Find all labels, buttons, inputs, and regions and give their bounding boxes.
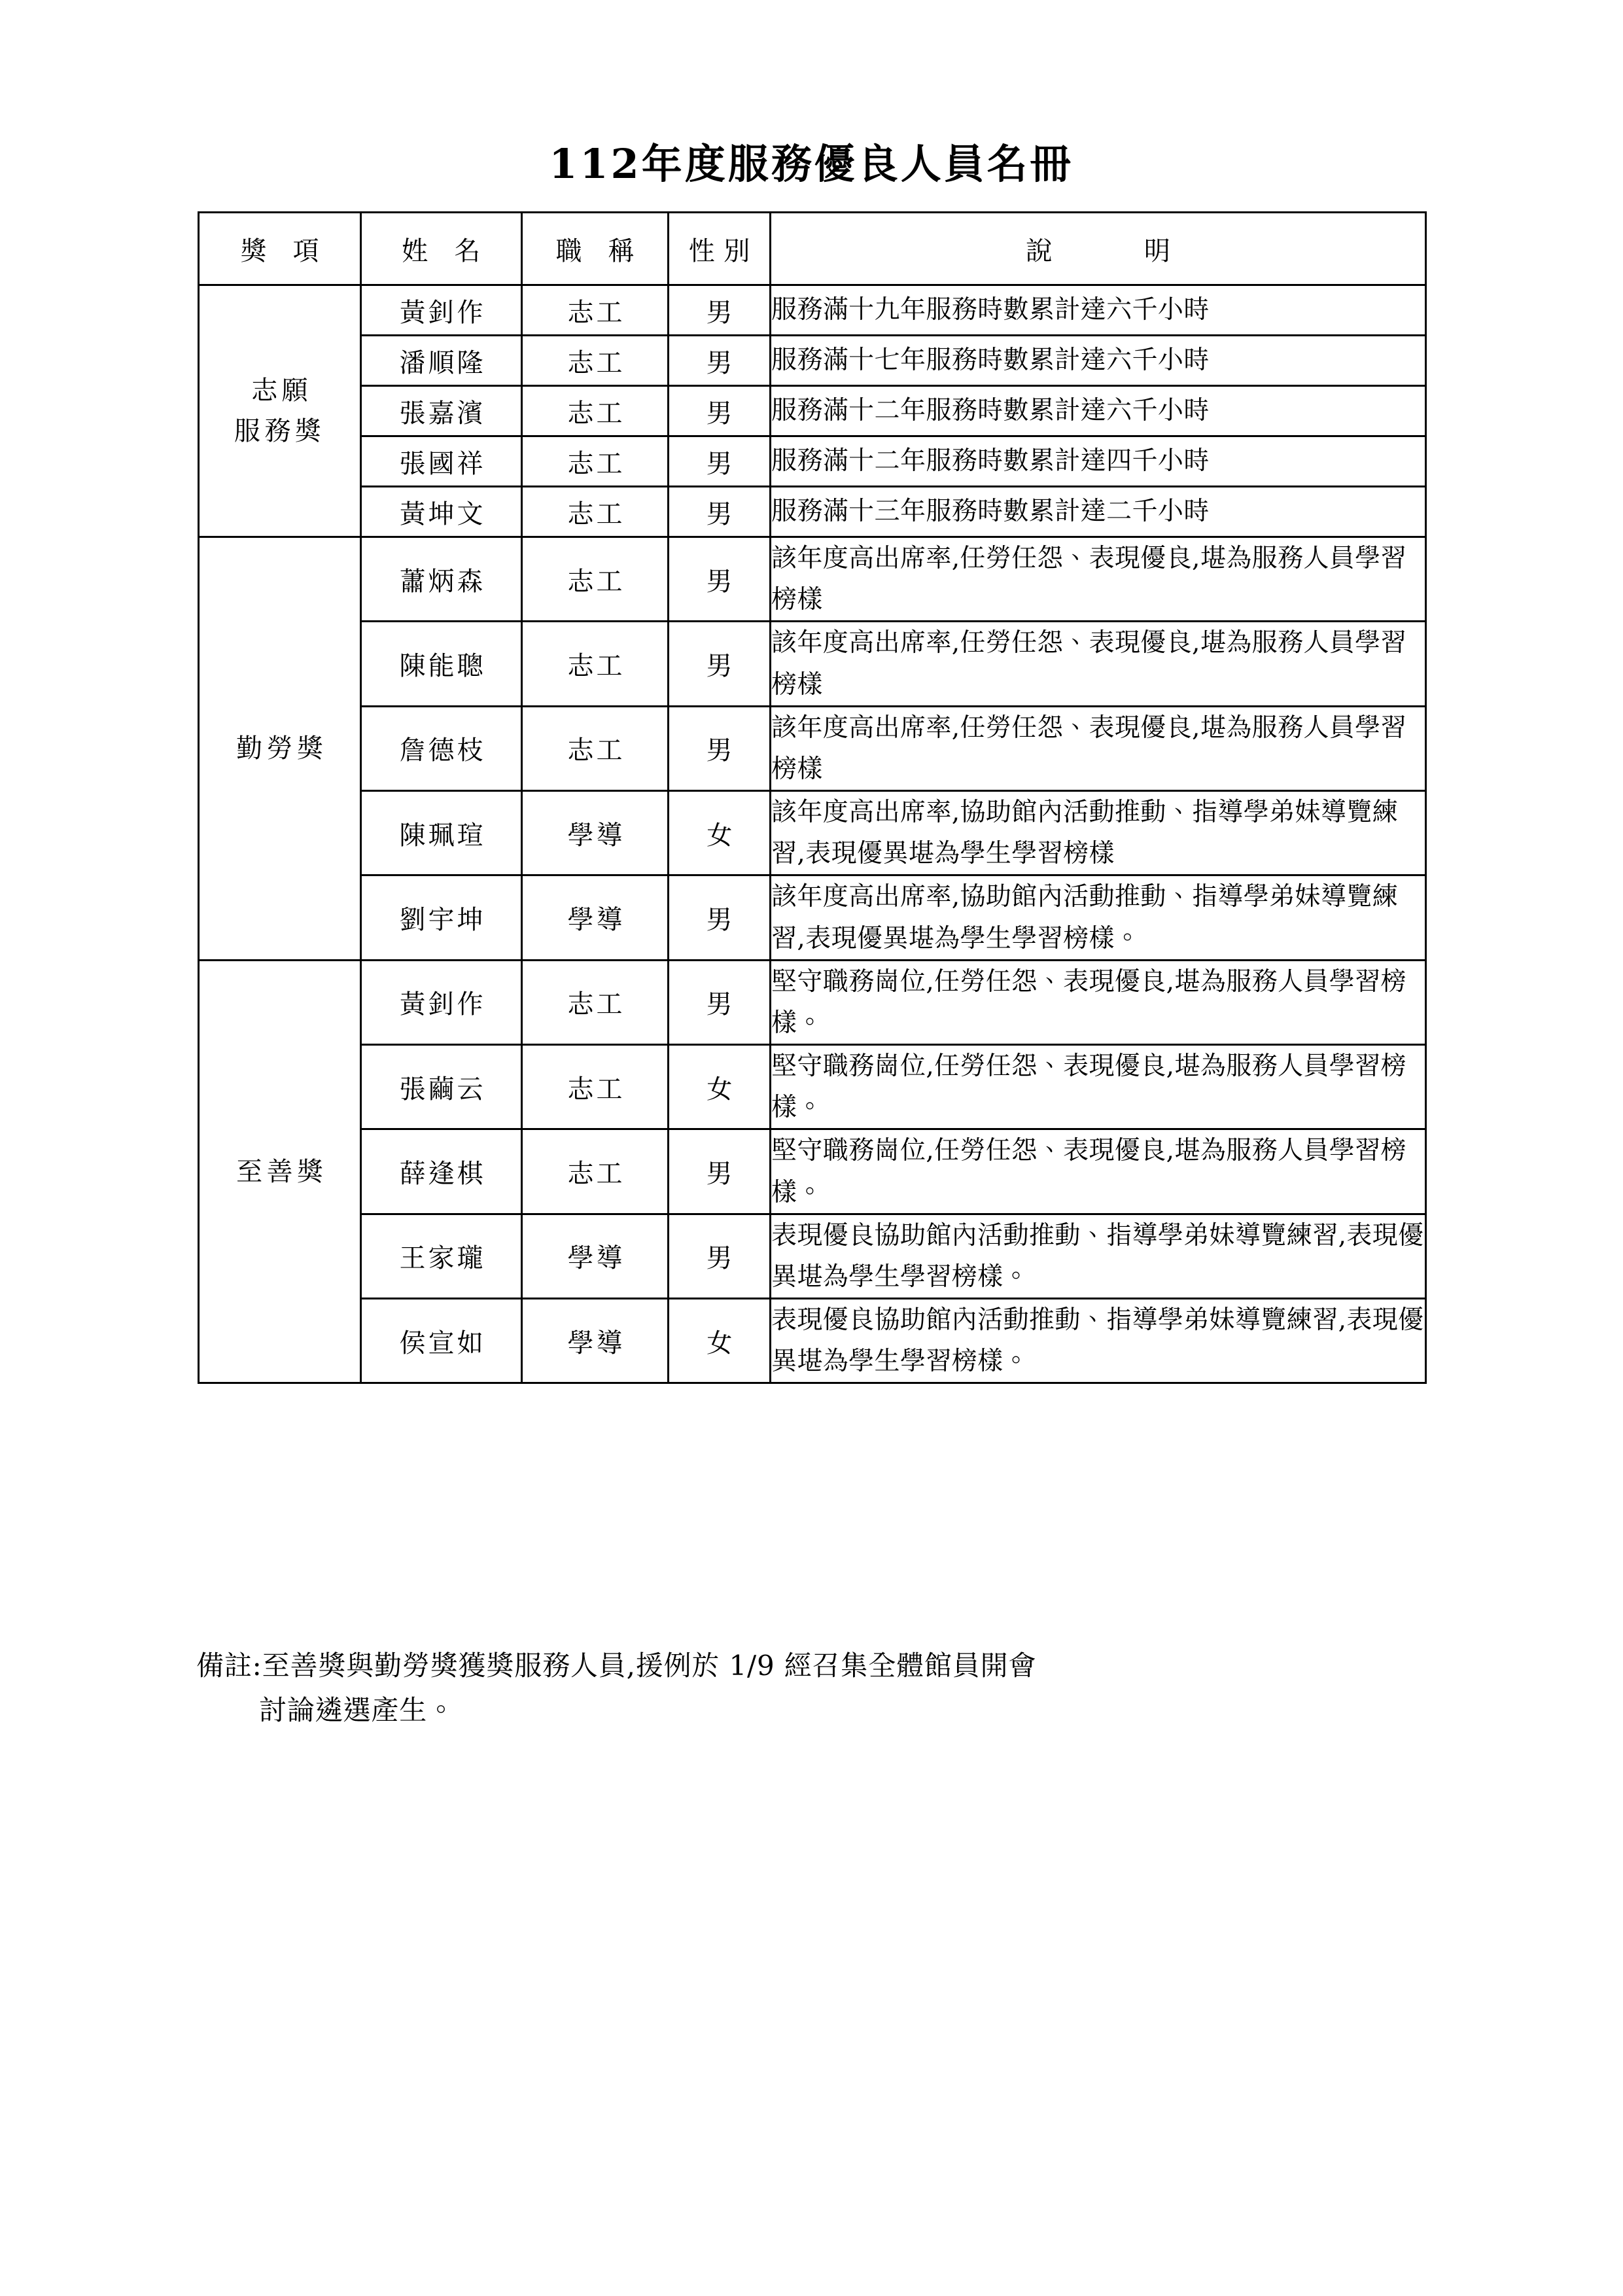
cell-gender: 男 (669, 285, 771, 336)
cell-gender: 男 (669, 487, 771, 537)
cell-job-title: 學導 (522, 1214, 669, 1298)
table-row (199, 1045, 1426, 1129)
cell-gender: 女 (669, 1045, 771, 1129)
table-row (199, 1214, 1426, 1298)
award-label-line2: 服務獎 (234, 416, 326, 446)
table-row (199, 1299, 1426, 1383)
cell-gender: 男 (669, 537, 771, 622)
cell-job-title: 志工 (522, 487, 669, 537)
cell-description: 服務滿十九年服務時數累計達六千小時 (771, 285, 1426, 336)
cell-gender: 女 (669, 1299, 771, 1383)
cell-job-title: 學導 (522, 791, 669, 875)
table-body (199, 285, 1426, 1383)
table-row (199, 706, 1426, 790)
cell-description: 該年度高出席率,任勞任怨、表現優良,堪為服務人員學習榜樣 (771, 622, 1426, 706)
cell-job-title: 學導 (522, 1299, 669, 1383)
cell-description: 表現優良協助館內活動推動、指導學弟妹導覽練習,表現優異堪為學生學習榜樣。 (771, 1214, 1426, 1298)
header-award: 獎 項 (199, 213, 361, 285)
cell-gender: 男 (669, 386, 771, 436)
award-group-label (199, 285, 361, 537)
cell-gender: 男 (669, 706, 771, 790)
cell-description: 該年度高出席率,協助館內活動推動、指導學弟妹導覽練習,表現優異堪為學生學習榜樣。 (771, 875, 1426, 960)
cell-name: 張繭云 (361, 1045, 522, 1129)
award-label-line1: 志願 (251, 376, 313, 406)
cell-name: 張嘉濱 (361, 386, 522, 436)
table-row (199, 386, 1426, 436)
header-description: 說 明 (771, 213, 1426, 285)
table-row (199, 336, 1426, 386)
table-row (199, 436, 1426, 487)
cell-gender: 男 (669, 1129, 771, 1214)
table-row (199, 537, 1426, 622)
cell-name: 陳珮瑄 (361, 791, 522, 875)
cell-gender: 女 (669, 791, 771, 875)
cell-name: 陳能聰 (361, 622, 522, 706)
cell-name: 薛逢棋 (361, 1129, 522, 1214)
cell-job-title: 志工 (522, 622, 669, 706)
cell-name: 詹德枝 (361, 706, 522, 790)
cell-name: 黃釗作 (361, 285, 522, 336)
cell-description: 該年度高出席率,協助館內活動推動、指導學弟妹導覽練習,表現優異堪為學生學習榜樣 (771, 791, 1426, 875)
cell-gender: 男 (669, 960, 771, 1044)
cell-description: 服務滿十二年服務時數累計達四千小時 (771, 436, 1426, 487)
table-header (199, 213, 1426, 285)
table-row (199, 875, 1426, 960)
cell-job-title: 志工 (522, 1045, 669, 1129)
cell-job-title: 志工 (522, 285, 669, 336)
cell-job-title: 志工 (522, 386, 669, 436)
cell-description: 堅守職務崗位,任勞任怨、表現優良,堪為服務人員學習榜樣。 (771, 1045, 1426, 1129)
table-row (199, 791, 1426, 875)
cell-name: 黃坤文 (361, 487, 522, 537)
cell-description: 表現優良協助館內活動推動、指導學弟妹導覽練習,表現優異堪為學生學習榜樣。 (771, 1299, 1426, 1383)
award-label-line1: 勤勞獎 (236, 733, 328, 764)
cell-name: 劉宇坤 (361, 875, 522, 960)
cell-description: 服務滿十二年服務時數累計達六千小時 (771, 386, 1426, 436)
cell-job-title: 志工 (522, 1129, 669, 1214)
header-gender: 性別 (669, 213, 771, 285)
table-row (199, 960, 1426, 1044)
cell-gender: 男 (669, 336, 771, 386)
page-title: 112年度服務優良人員名冊 (549, 140, 1073, 188)
cell-description: 服務滿十三年服務時數累計達二千小時 (771, 487, 1426, 537)
cell-name: 黃釗作 (361, 960, 522, 1044)
cell-job-title: 學導 (522, 875, 669, 960)
cell-description: 該年度高出席率,任勞任怨、表現優良,堪為服務人員學習榜樣 (771, 537, 1426, 622)
table-row (199, 622, 1426, 706)
cell-job-title: 志工 (522, 436, 669, 487)
cell-gender: 男 (669, 1214, 771, 1298)
footnote-line-1: 備註:至善獎與勤勞獎獲獎服務人員,援例於 1/9 經召集全體館員開會 (196, 1650, 1037, 1682)
header-name: 姓 名 (361, 213, 522, 285)
table-row (199, 487, 1426, 537)
award-group-label (199, 537, 361, 961)
cell-name: 蕭炳森 (361, 537, 522, 622)
cell-job-title: 志工 (522, 537, 669, 622)
award-group-label (199, 960, 361, 1383)
cell-name: 潘順隆 (361, 336, 522, 386)
header-job-title: 職 稱 (522, 213, 669, 285)
cell-name: 張國祥 (361, 436, 522, 487)
roster-table (198, 211, 1427, 1384)
cell-name: 侯宣如 (361, 1299, 522, 1383)
cell-gender: 男 (669, 436, 771, 487)
header-row (199, 213, 1426, 285)
cell-description: 該年度高出席率,任勞任怨、表現優良,堪為服務人員學習榜樣 (771, 706, 1426, 790)
cell-description: 堅守職務崗位,任勞任怨、表現優良,堪為服務人員學習榜樣。 (771, 960, 1426, 1044)
footnote-line-2: 討論遴選產生。 (259, 1694, 455, 1727)
table-row (199, 285, 1426, 336)
award-label-line1: 至善獎 (236, 1156, 328, 1187)
cell-description: 服務滿十七年服務時數累計達六千小時 (771, 336, 1426, 386)
cell-gender: 男 (669, 875, 771, 960)
cell-description: 堅守職務崗位,任勞任怨、表現優良,堪為服務人員學習榜樣。 (771, 1129, 1426, 1214)
table-row (199, 1129, 1426, 1214)
cell-job-title: 志工 (522, 336, 669, 386)
table-footnote (196, 1644, 1439, 1733)
cell-gender: 男 (669, 622, 771, 706)
cell-name: 王家瓏 (361, 1214, 522, 1298)
cell-job-title: 志工 (522, 706, 669, 790)
cell-job-title: 志工 (522, 960, 669, 1044)
